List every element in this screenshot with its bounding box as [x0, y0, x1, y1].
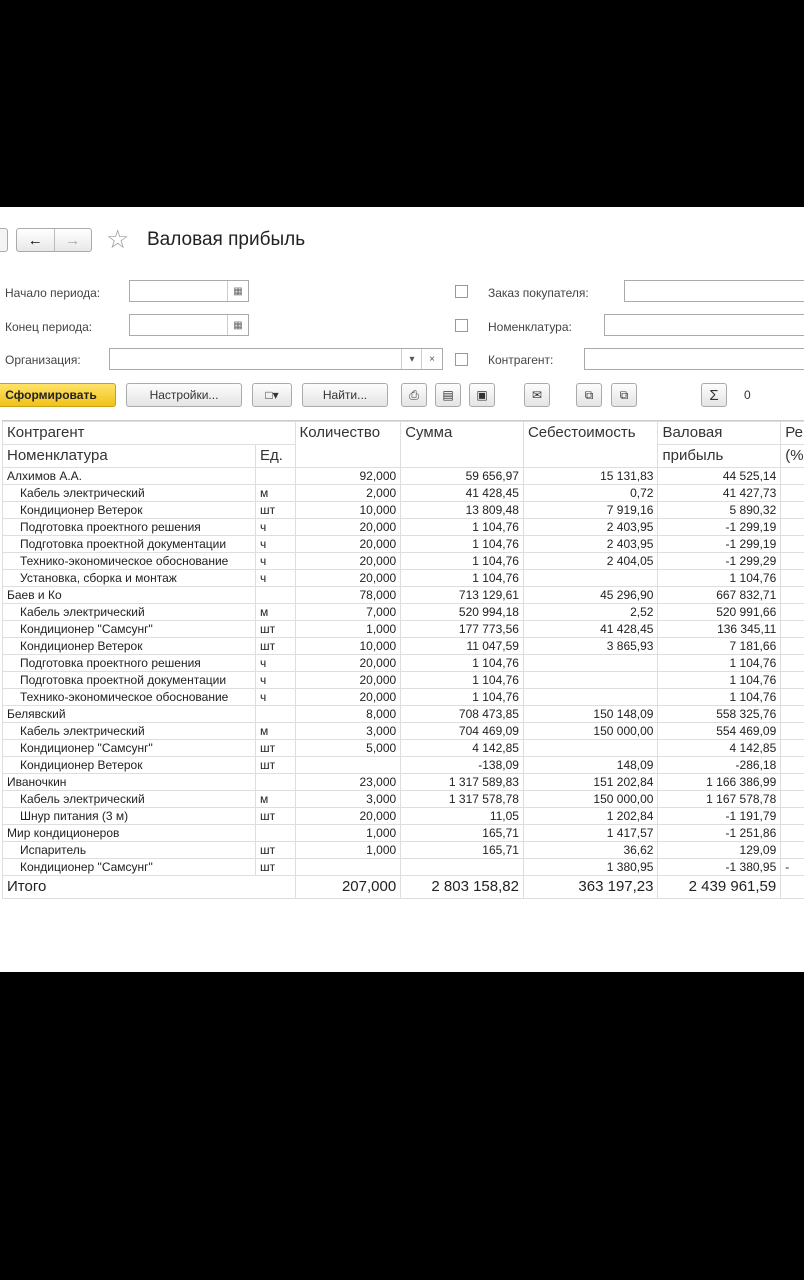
table-row[interactable]: [3, 808, 804, 825]
cell-quantity: 20,000: [295, 519, 401, 536]
cell-gross-profit: 44 525,14: [658, 468, 781, 485]
cell-gross-profit: -286,18: [658, 757, 781, 774]
table-row[interactable]: [3, 485, 804, 502]
nomenclature-label: Номенклатура:: [488, 320, 572, 334]
cell-name: Кабель электрический: [3, 604, 256, 621]
cell-gross-profit: 1 104,76: [658, 672, 781, 689]
group-row[interactable]: [3, 587, 804, 604]
cell-cost: 150 000,00: [523, 791, 658, 808]
table-row[interactable]: [3, 757, 804, 774]
favorite-star-icon[interactable]: ☆: [106, 224, 130, 254]
page-title: Валовая прибыль: [147, 229, 306, 250]
organization-field[interactable]: [109, 348, 443, 370]
table-row[interactable]: [3, 655, 804, 672]
cell-name: Баев и Ко: [3, 587, 256, 604]
header-sum: Сумма: [401, 422, 524, 468]
cell-cost: [523, 672, 658, 689]
cell-cost: 2 403,95: [523, 519, 658, 536]
cell-quantity: 20,000: [295, 689, 401, 706]
order-field[interactable]: [624, 280, 804, 302]
cell-name: Установка, сборка и монтаж: [3, 570, 256, 587]
cell-name: Шнур питания (3 м): [3, 808, 256, 825]
cell-name: Испаритель: [3, 842, 256, 859]
cell-unit: ч: [256, 536, 296, 553]
cell-gross-profit: -1 251,86: [658, 825, 781, 842]
cell-sum: -138,09: [401, 757, 524, 774]
cell-cost: 1 202,84: [523, 808, 658, 825]
navigation-group: [16, 228, 92, 252]
table-row[interactable]: [3, 842, 804, 859]
header-profitability-2: (%: [781, 445, 804, 468]
cell-sum: 708 473,85: [401, 706, 524, 723]
table-row[interactable]: [3, 519, 804, 536]
cell-profitability: [781, 655, 804, 672]
cell-profitability: [781, 740, 804, 757]
cell-gross-profit: -1 191,79: [658, 808, 781, 825]
cell-name: Подготовка проектной документации: [3, 672, 256, 689]
cell-quantity: 20,000: [295, 655, 401, 672]
cell-name: Технико-экономическое обоснование: [3, 689, 256, 706]
table-row[interactable]: [3, 723, 804, 740]
cell-unit: шт: [256, 740, 296, 757]
cell-profitability: [781, 587, 804, 604]
cell-cost: 36,62: [523, 842, 658, 859]
cell-unit: ч: [256, 672, 296, 689]
cell-name: Кондиционер "Самсунг": [3, 621, 256, 638]
forward-button[interactable]: [55, 229, 92, 251]
cell-name: Подготовка проектной документации: [3, 536, 256, 553]
cell-quantity: 1,000: [295, 842, 401, 859]
copy-icon: ⧉: [584, 387, 594, 402]
cell-quantity: 3,000: [295, 791, 401, 808]
cell-quantity: 10,000: [295, 502, 401, 519]
cell-name: Мир кондиционеров: [3, 825, 256, 842]
cell-sum: 1 104,76: [401, 536, 524, 553]
cell-sum: 165,71: [401, 842, 524, 859]
cell-sum: 165,71: [401, 825, 524, 842]
header-gross-profit-2: прибыль: [658, 445, 781, 468]
cell-profitability: [781, 689, 804, 706]
cell-unit: шт: [256, 621, 296, 638]
cell-cost: 1 380,95: [523, 859, 658, 876]
preview-icon: ▤: [442, 388, 454, 402]
cell-cost: 2 404,05: [523, 553, 658, 570]
arrow-right-icon: →: [65, 231, 81, 249]
paste-icon: ⧉: [619, 387, 629, 402]
cell-profitability: [781, 842, 804, 859]
cell-quantity: 20,000: [295, 536, 401, 553]
cell-unit: ч: [256, 655, 296, 672]
cell-profitability: -: [781, 859, 804, 876]
group-row[interactable]: [3, 468, 804, 485]
cell-cost: 148,09: [523, 757, 658, 774]
copy-button[interactable]: [576, 383, 602, 407]
cell-sum: 59 656,97: [401, 468, 524, 485]
header-counterparty: Контрагент: [3, 422, 296, 445]
cell-gross-profit: 1 166 386,99: [658, 774, 781, 791]
table-row[interactable]: [3, 553, 804, 570]
cell-quantity: 23,000: [295, 774, 401, 791]
cell-sum: 704 469,09: [401, 723, 524, 740]
table-row[interactable]: [3, 689, 804, 706]
title-bar: [0, 224, 804, 254]
cell-profitability: [781, 536, 804, 553]
cell-sum: 1 104,76: [401, 570, 524, 587]
cell-name: Кабель электрический: [3, 791, 256, 808]
cell-quantity: 8,000: [295, 706, 401, 723]
cell-name: Технико-экономическое обоснование: [3, 553, 256, 570]
organization-label: Организация:: [5, 353, 81, 367]
cell-profitability: [781, 502, 804, 519]
cell-unit: [256, 825, 296, 842]
cell-gross-profit: 5 890,32: [658, 502, 781, 519]
cell-sum: 11 047,59: [401, 638, 524, 655]
cell-quantity: 20,000: [295, 808, 401, 825]
cell-profitability: [781, 808, 804, 825]
cell-cost: 0,72: [523, 485, 658, 502]
group-row[interactable]: [3, 706, 804, 723]
cell-name: Кабель электрический: [3, 485, 256, 502]
cell-gross-profit: 7 181,66: [658, 638, 781, 655]
cell-quantity: 92,000: [295, 468, 401, 485]
cell-name: Кондиционер "Самсунг": [3, 740, 256, 757]
cell-quantity: 20,000: [295, 570, 401, 587]
cell-name: Подготовка проектного решения: [3, 655, 256, 672]
cell-quantity: 20,000: [295, 672, 401, 689]
sum-value: 0: [744, 388, 751, 402]
cell-unit: шт: [256, 757, 296, 774]
cell-sum: 713 129,61: [401, 587, 524, 604]
cell-unit: шт: [256, 502, 296, 519]
cell-cost: 7 919,16: [523, 502, 658, 519]
table-row[interactable]: [3, 859, 804, 876]
cell-cost: 151 202,84: [523, 774, 658, 791]
cell-unit: ч: [256, 570, 296, 587]
cell-cost: 2,52: [523, 604, 658, 621]
cell-unit: м: [256, 723, 296, 740]
cell-profitability: [781, 485, 804, 502]
cell-profitability: [781, 672, 804, 689]
counterparty-field[interactable]: [584, 348, 804, 370]
cell-sum: 41 428,45: [401, 485, 524, 502]
cell-profitability: [781, 553, 804, 570]
cell-profitability: [781, 519, 804, 536]
cell-gross-profit: 558 325,76: [658, 706, 781, 723]
cell-gross-profit: 1 104,76: [658, 655, 781, 672]
period-start-field[interactable]: [129, 280, 249, 302]
cell-sum: 1 104,76: [401, 672, 524, 689]
cell-unit: шт: [256, 859, 296, 876]
save-icon: ▣: [476, 388, 488, 402]
cell-gross-profit: 1 104,76: [658, 570, 781, 587]
back-button[interactable]: [17, 229, 55, 251]
cell-gross-profit: 41 427,73: [658, 485, 781, 502]
header-cost: Себестоимость: [523, 422, 658, 468]
cell-name: Кондиционер Ветерок: [3, 638, 256, 655]
sum-button[interactable]: [701, 383, 727, 407]
cell-cost: 41 428,45: [523, 621, 658, 638]
report-variant-icon: □▾: [265, 388, 279, 402]
clear-icon[interactable]: ×: [421, 349, 442, 369]
cell-unit: шт: [256, 842, 296, 859]
cell-quantity: 1,000: [295, 621, 401, 638]
paste-button[interactable]: [611, 383, 637, 407]
cell-unit: [256, 587, 296, 604]
calendar-icon[interactable]: ▦: [227, 281, 248, 301]
table-row[interactable]: [3, 536, 804, 553]
order-checkbox[interactable]: [455, 285, 468, 298]
cell-profitability: [781, 723, 804, 740]
cell-gross-profit: 520 991,66: [658, 604, 781, 621]
report-table: [2, 421, 804, 899]
calendar-icon[interactable]: ▦: [227, 315, 248, 335]
cell-quantity: 10,000: [295, 638, 401, 655]
cell-cost: [523, 689, 658, 706]
table-row[interactable]: [3, 604, 804, 621]
cell-gross-profit: -1 299,29: [658, 553, 781, 570]
generate-button[interactable]: Сформировать: [0, 383, 116, 407]
preview-button[interactable]: [435, 383, 461, 407]
counterparty-label: Контрагент:: [488, 353, 554, 367]
group-row[interactable]: [3, 774, 804, 791]
total-cost: 363 197,23: [523, 876, 658, 899]
total-label: Итого: [3, 876, 296, 899]
cell-unit: шт: [256, 638, 296, 655]
cell-name: Кондиционер Ветерок: [3, 757, 256, 774]
cell-sum: 520 994,18: [401, 604, 524, 621]
header-nomenclature: Номенклатура: [3, 445, 256, 468]
settings-button[interactable]: Настройки...: [126, 383, 242, 407]
total-row: [3, 876, 804, 899]
cell-cost: [523, 570, 658, 587]
cell-quantity: 7,000: [295, 604, 401, 621]
group-row[interactable]: [3, 825, 804, 842]
cell-profitability: [781, 604, 804, 621]
cell-quantity: [295, 757, 401, 774]
cell-gross-profit: -1 299,19: [658, 536, 781, 553]
cell-gross-profit: -1 299,19: [658, 519, 781, 536]
cell-name: Кондиционер Ветерок: [3, 502, 256, 519]
header-gross-profit-1: Валовая: [658, 422, 781, 445]
cell-name: Иваночкин: [3, 774, 256, 791]
order-label: Заказ покупателя:: [488, 286, 589, 300]
cell-sum: 1 104,76: [401, 553, 524, 570]
cell-profitability: [781, 757, 804, 774]
cell-cost: [523, 655, 658, 672]
table-row[interactable]: [3, 672, 804, 689]
total-profitability: [781, 876, 804, 899]
table-row[interactable]: [3, 791, 804, 808]
cell-profitability: [781, 825, 804, 842]
sigma-icon: Σ: [709, 386, 719, 404]
dropdown-icon[interactable]: ▾: [401, 349, 422, 369]
find-button[interactable]: Найти...: [302, 383, 388, 407]
cell-name: Подготовка проектного решения: [3, 519, 256, 536]
cell-unit: [256, 706, 296, 723]
cell-sum: 11,05: [401, 808, 524, 825]
table-row[interactable]: [3, 638, 804, 655]
cell-quantity: 2,000: [295, 485, 401, 502]
cell-gross-profit: 1 167 578,78: [658, 791, 781, 808]
cell-cost: 45 296,90: [523, 587, 658, 604]
cell-unit: [256, 468, 296, 485]
cell-quantity: 78,000: [295, 587, 401, 604]
report-table-area[interactable]: [2, 420, 804, 899]
cell-gross-profit: 1 104,76: [658, 689, 781, 706]
cell-gross-profit: 554 469,09: [658, 723, 781, 740]
cell-name: Кабель электрический: [3, 723, 256, 740]
table-row[interactable]: [3, 740, 804, 757]
cell-unit: ч: [256, 553, 296, 570]
cell-quantity: 5,000: [295, 740, 401, 757]
report-window: [0, 207, 804, 972]
variant-menu-button[interactable]: [252, 383, 292, 407]
cell-unit: ч: [256, 519, 296, 536]
arrow-left-icon: ←: [27, 231, 43, 249]
nomenclature-checkbox[interactable]: [455, 319, 468, 332]
cell-profitability: [781, 791, 804, 808]
cell-quantity: 3,000: [295, 723, 401, 740]
counterparty-checkbox[interactable]: [455, 353, 468, 366]
cell-sum: 13 809,48: [401, 502, 524, 519]
cell-quantity: 20,000: [295, 553, 401, 570]
cell-sum: 1 104,76: [401, 689, 524, 706]
cell-unit: м: [256, 791, 296, 808]
cell-name: Алхимов А.А.: [3, 468, 256, 485]
cell-gross-profit: 129,09: [658, 842, 781, 859]
cell-cost: 1 417,57: [523, 825, 658, 842]
cell-gross-profit: 667 832,71: [658, 587, 781, 604]
cell-cost: 150 148,09: [523, 706, 658, 723]
cell-sum: [401, 859, 524, 876]
cell-gross-profit: 136 345,11: [658, 621, 781, 638]
email-button[interactable]: [524, 383, 550, 407]
cell-sum: 1 104,76: [401, 655, 524, 672]
cell-name: Кондиционер "Самсунг": [3, 859, 256, 876]
cell-name: Белявский: [3, 706, 256, 723]
cell-sum: 4 142,85: [401, 740, 524, 757]
total-gross-profit: 2 439 961,59: [658, 876, 781, 899]
cell-profitability: [781, 774, 804, 791]
cell-gross-profit: 4 142,85: [658, 740, 781, 757]
cell-cost: 15 131,83: [523, 468, 658, 485]
cell-quantity: [295, 859, 401, 876]
cell-sum: 1 104,76: [401, 519, 524, 536]
period-end-label: Конец периода:: [5, 320, 93, 334]
cell-profitability: [781, 468, 804, 485]
cell-quantity: 1,000: [295, 825, 401, 842]
cell-sum: 177 773,56: [401, 621, 524, 638]
cell-unit: [256, 774, 296, 791]
cell-gross-profit: -1 380,95: [658, 859, 781, 876]
printer-icon: ⎙: [409, 387, 419, 402]
cell-profitability: [781, 621, 804, 638]
cell-cost: [523, 740, 658, 757]
table-row[interactable]: [3, 621, 804, 638]
save-button[interactable]: [469, 383, 495, 407]
cell-sum: 1 317 578,78: [401, 791, 524, 808]
period-end-field[interactable]: [129, 314, 249, 336]
table-row[interactable]: [3, 502, 804, 519]
cell-sum: 1 317 589,83: [401, 774, 524, 791]
table-row[interactable]: [3, 570, 804, 587]
header-unit: Ед.: [256, 445, 296, 468]
header-quantity: Количество: [295, 422, 401, 468]
cell-unit: ч: [256, 689, 296, 706]
cell-unit: м: [256, 604, 296, 621]
cell-cost: 150 000,00: [523, 723, 658, 740]
nomenclature-field[interactable]: [604, 314, 804, 336]
total-sum: 2 803 158,82: [401, 876, 524, 899]
cell-profitability: [781, 706, 804, 723]
cell-profitability: [781, 638, 804, 655]
cell-unit: шт: [256, 808, 296, 825]
period-start-label: Начало периода:: [5, 286, 101, 300]
print-button[interactable]: [401, 383, 427, 407]
panel-toggle-button[interactable]: [0, 228, 8, 252]
cell-cost: 3 865,93: [523, 638, 658, 655]
header-profitability-1: Ре: [781, 422, 804, 445]
cell-unit: м: [256, 485, 296, 502]
cell-cost: 2 403,95: [523, 536, 658, 553]
total-quantity: 207,000: [295, 876, 401, 899]
cell-profitability: [781, 570, 804, 587]
mail-icon: ✉: [531, 388, 543, 402]
